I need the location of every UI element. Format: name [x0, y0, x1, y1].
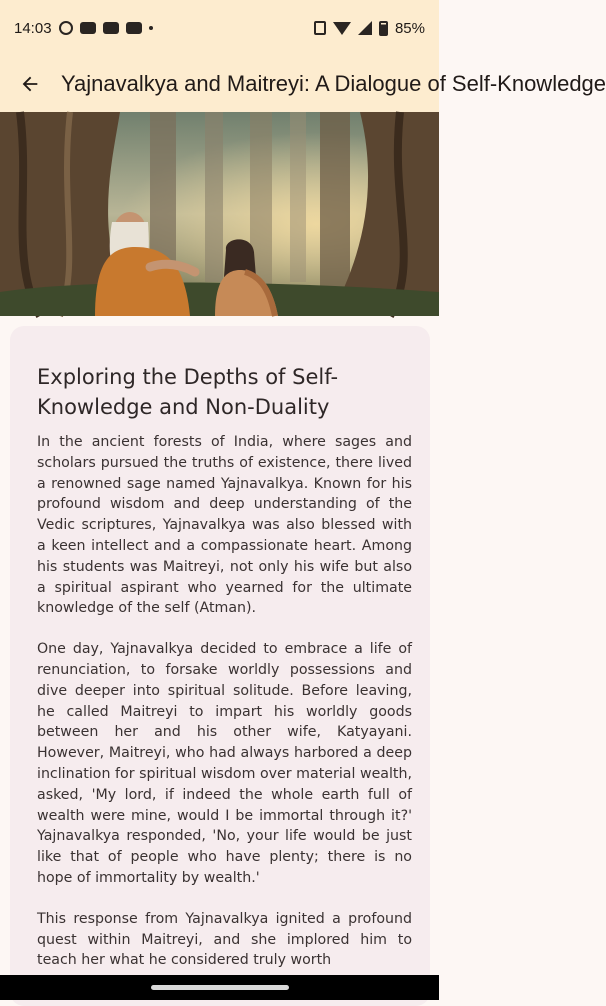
back-button[interactable] — [18, 71, 41, 97]
notification-dot-icon — [149, 26, 153, 30]
fan-icon — [59, 21, 73, 35]
forest-sage-illustration — [0, 112, 439, 316]
arrow-left-icon — [19, 73, 41, 95]
cell-signal-icon — [358, 21, 372, 35]
status-left — [14, 20, 153, 37]
youtube-icon — [103, 22, 119, 34]
article-paragraph: One day, Yajnavalkya decided to embrace a life of renunciation, to forsake worldly possessions and dive deeper into spiritual solitude. Before leaving, he called Maitreyi to impart his worldly goods between her and his other wife, Katyayani. However, Maitreyi, who had always harbored a deep inclination for spiritual wisdom over material wealth, asked, 'My lord, if indeed the whole earth full of wealth were mine, would I be immortal through it?' Yajnavalkya responded, 'No, your life would be just like that of people who have plenty; there is no hope of immortality by wealth.' — [37, 641, 412, 886]
vibrate-icon — [314, 21, 326, 35]
article-heading: Exploring the Depths of Self-Knowledge and Non-Duality — [37, 365, 339, 419]
system-nav-bar — [0, 975, 439, 1000]
app-bar — [0, 56, 606, 112]
status-time: 14:03 — [14, 19, 52, 37]
battery-percent: 85% — [394, 19, 425, 37]
article-paragraph: This response from Yajnavalkya ignited a profound quest within Maitreyi, and she implored him to teach her what he considered truly worth — [37, 910, 412, 969]
status-bar — [0, 0, 439, 56]
youtube-icon — [80, 22, 96, 34]
battery-icon — [379, 21, 388, 36]
gesture-handle[interactable] — [151, 985, 289, 990]
wifi-icon — [333, 22, 351, 35]
status-right — [314, 20, 425, 37]
hero-illustration — [0, 112, 439, 316]
gb-icon — [126, 22, 142, 34]
article-paragraph: In the ancient forests of India, where sages and scholars pursued the truths of existence, there lived a renowned sage named Yajnavalkya. Known for his profound wisdom and deep understanding of the Vedic scriptures, Yajnavalkya was also blessed with a keen intellect and a compassionate heart. Among his students was Maitreyi, not only his wife but also a spiritual aspirant who yearned for the ultimate knowledge of the self (Atman). — [37, 434, 412, 617]
page-title: Yajnavalkya and Maitreyi: A Dialogue of Self-Knowledge — [61, 71, 606, 96]
article-card — [10, 326, 430, 1006]
